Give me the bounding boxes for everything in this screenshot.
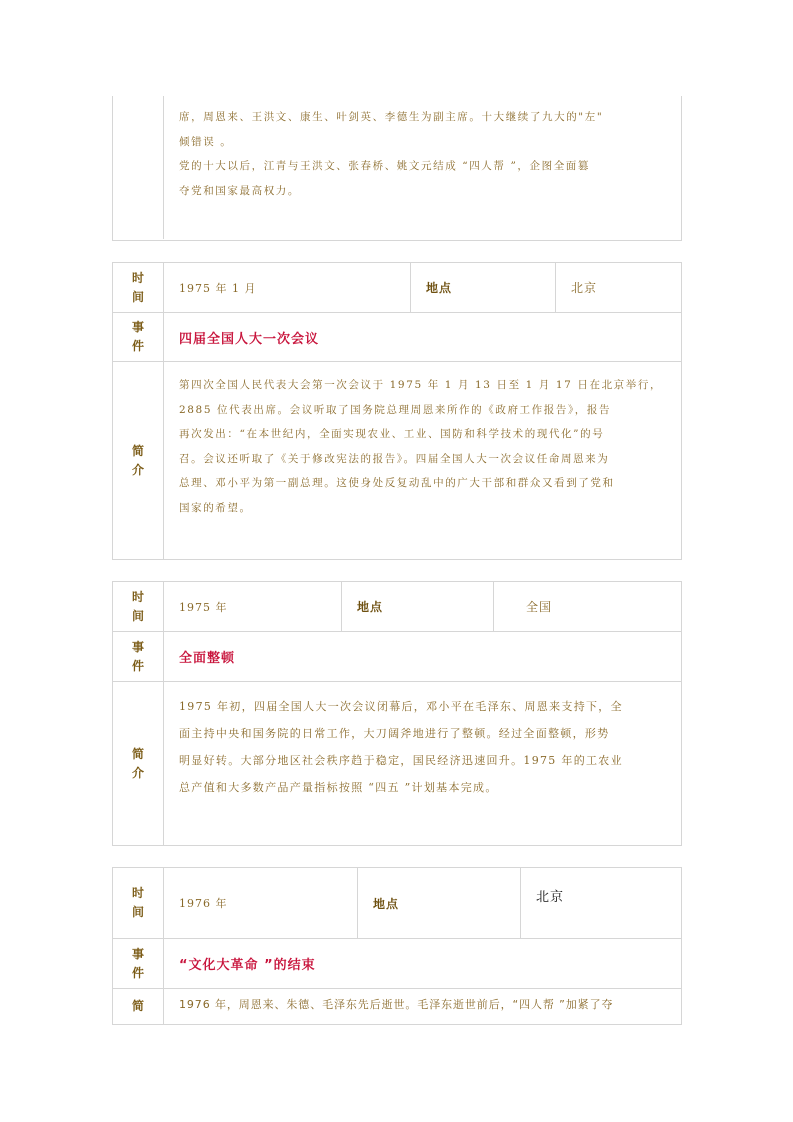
intro-line: 总产值和大多数产品产量指标按照 “四五 ”计划基本完成。 — [179, 781, 498, 794]
event-card-fourth-npc — [112, 262, 682, 560]
intro-line: 席，周恩来、王洪文、康生、叶剑英、李德生为副主席。十大继续了九大的"左" — [179, 111, 604, 123]
event-label: 事件 — [113, 313, 164, 361]
intro-line: 再次发出：“在本世纪内，全面实现农业、工业、国防和科学技术的现代化”的号 — [179, 428, 605, 440]
time-label: 时间 — [113, 263, 164, 312]
place-label: 地点 — [357, 868, 520, 938]
time-value: 1975 年 1 月 — [179, 281, 257, 295]
event-label: 事件 — [113, 632, 164, 681]
event-title: 四届全国人大一次会议 — [179, 331, 320, 347]
intro-line: 第四次全国人民代表大会第一次会议于 1975 年 1 月 13 日至 1 月 17 日在北京举行， — [179, 379, 663, 391]
event-title: 全面整顿 — [179, 651, 236, 666]
intro-line: 党的十大以后，江青与王洪文、张春桥、姚文元结成 “四人帮 ”，企图全面篡 — [179, 160, 591, 172]
event-label: 事件 — [113, 939, 164, 988]
time-value: 1976 年 — [179, 897, 228, 910]
intro-line: 1975 年初，四届全国人大一次会议闭幕后，邓小平在毛泽东、周恩来支持下，全 — [179, 700, 623, 713]
event-title: “文化大革命 ”的结束 — [179, 958, 316, 973]
intro-text — [164, 682, 681, 845]
place-value: 全国 — [493, 582, 681, 631]
place-value: 北京 — [555, 263, 681, 312]
place-label: 地点 — [410, 263, 555, 312]
place-value: 北京 — [520, 868, 681, 938]
intro-line: 召。会议还听取了《关于修改宪法的报告》。四届全国人大一次会议任命周恩来为 — [179, 452, 610, 465]
event-card-overall-rectification — [112, 581, 682, 846]
intro-label-cell — [113, 96, 164, 239]
intro-line: 面主持中央和国务院的日常工作，大刀阔斧地进行了整顿。经过全面整顿，形势 — [179, 727, 610, 740]
intro-line: 2885 位代表出席。会议听取了国务院总理周恩来所作的《政府工作报告》，报告 — [179, 403, 612, 416]
time-value: 1975 年 — [179, 600, 228, 614]
intro-line: 明显好转。大部分地区社会秩序趋于稳定，国民经济迅速回升。1975 年的工农业 — [179, 754, 623, 767]
time-label: 时间 — [113, 868, 164, 938]
intro-line: 倾错误 。 — [179, 135, 233, 148]
intro-label: 简介 — [113, 682, 164, 845]
intro-line: 国家的希望。 — [179, 501, 252, 514]
place-label: 地点 — [341, 582, 493, 631]
intro-line: 夺党和国家最高权力。 — [179, 184, 300, 197]
intro-line: 总理、邓小平为第一副总理。这使身处反复动乱中的广大干部和群众又看到了党和 — [179, 477, 615, 489]
intro-label: 简介 — [113, 362, 164, 559]
intro-text — [164, 989, 681, 1024]
intro-line: 1976 年，周恩来、朱德、毛泽东先后逝世。毛泽东逝世前后，“四人帮 ”加紧了夺 — [179, 998, 614, 1011]
intro-text — [164, 362, 681, 559]
time-label: 时间 — [113, 582, 164, 631]
intro-label: 简 — [113, 989, 164, 1024]
intro-text — [164, 96, 681, 239]
event-card-ninth-congress — [112, 96, 682, 241]
event-card-end-of-cultural-revolution — [112, 867, 682, 1025]
